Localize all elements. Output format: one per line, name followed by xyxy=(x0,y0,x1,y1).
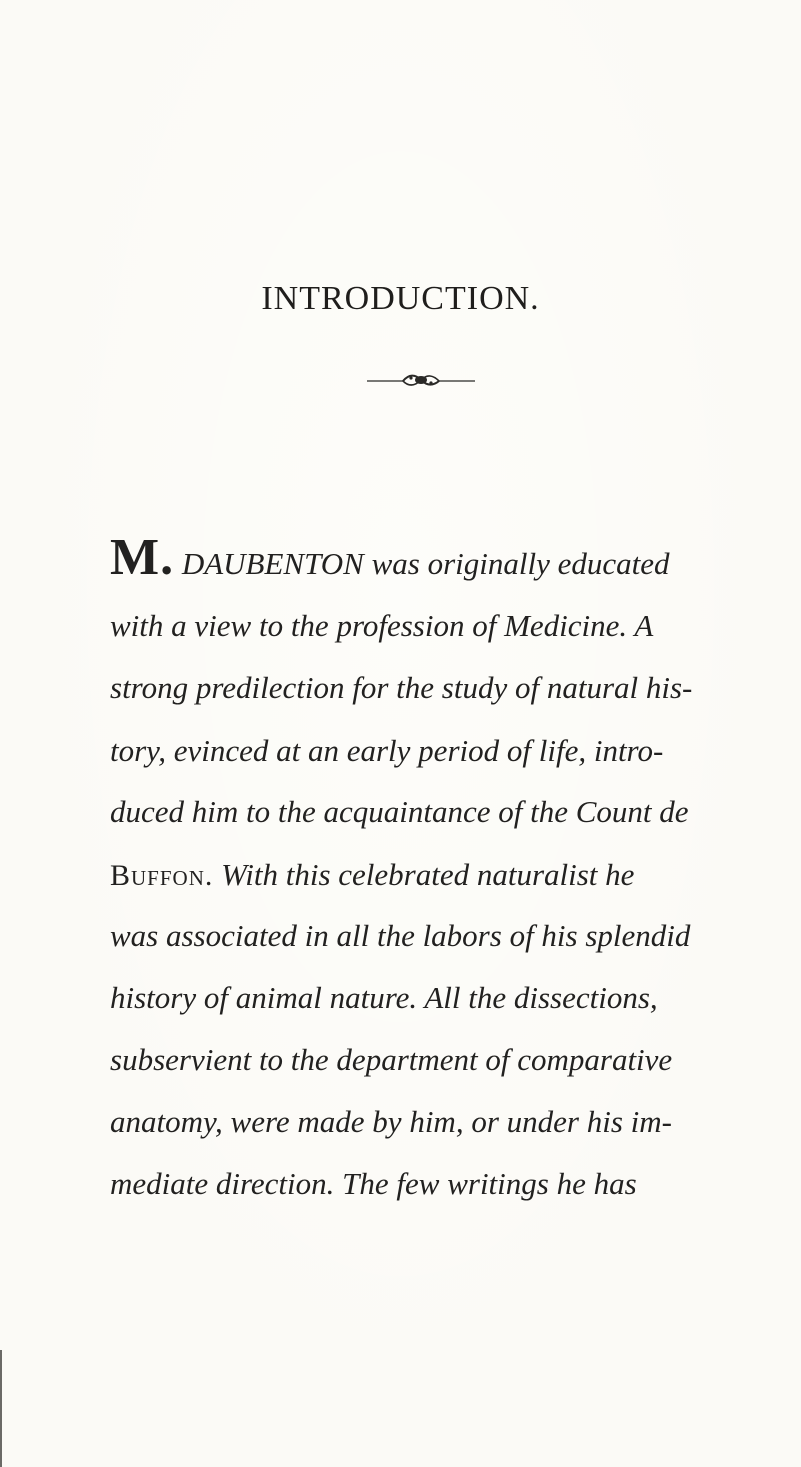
text-line: tory, evinced at an early period of life, intro- xyxy=(110,733,664,768)
text-line xyxy=(110,857,634,893)
text-line: mediate direction. The few writings he has xyxy=(110,1166,637,1201)
decorative-flourish-icon xyxy=(365,372,477,388)
chapter-heading: INTRODUCTION. xyxy=(261,280,540,317)
text-line: subservient to the department of comparative xyxy=(110,1042,673,1077)
text-line xyxy=(110,528,670,587)
page-edge-shadow xyxy=(0,1350,2,1467)
text-line: was associated in all the labors of his splendid xyxy=(110,918,691,953)
text-line: strong predilection for the study of natural his- xyxy=(110,670,693,705)
text-line: duced him to the acquaintance of the Count de xyxy=(110,794,689,829)
drop-cap: M. xyxy=(110,529,175,586)
text-line: history of animal nature. All the dissections, xyxy=(110,980,658,1015)
line-text: DAUBENTON was originally educated xyxy=(174,546,670,581)
name-small-caps: Buffon. xyxy=(110,859,214,892)
line-text: With this celebrated naturalist he xyxy=(213,857,635,892)
text-line: with a view to the profession of Medicine. A xyxy=(110,608,654,643)
text-line: anatomy, were made by him, or under his im- xyxy=(110,1104,672,1139)
